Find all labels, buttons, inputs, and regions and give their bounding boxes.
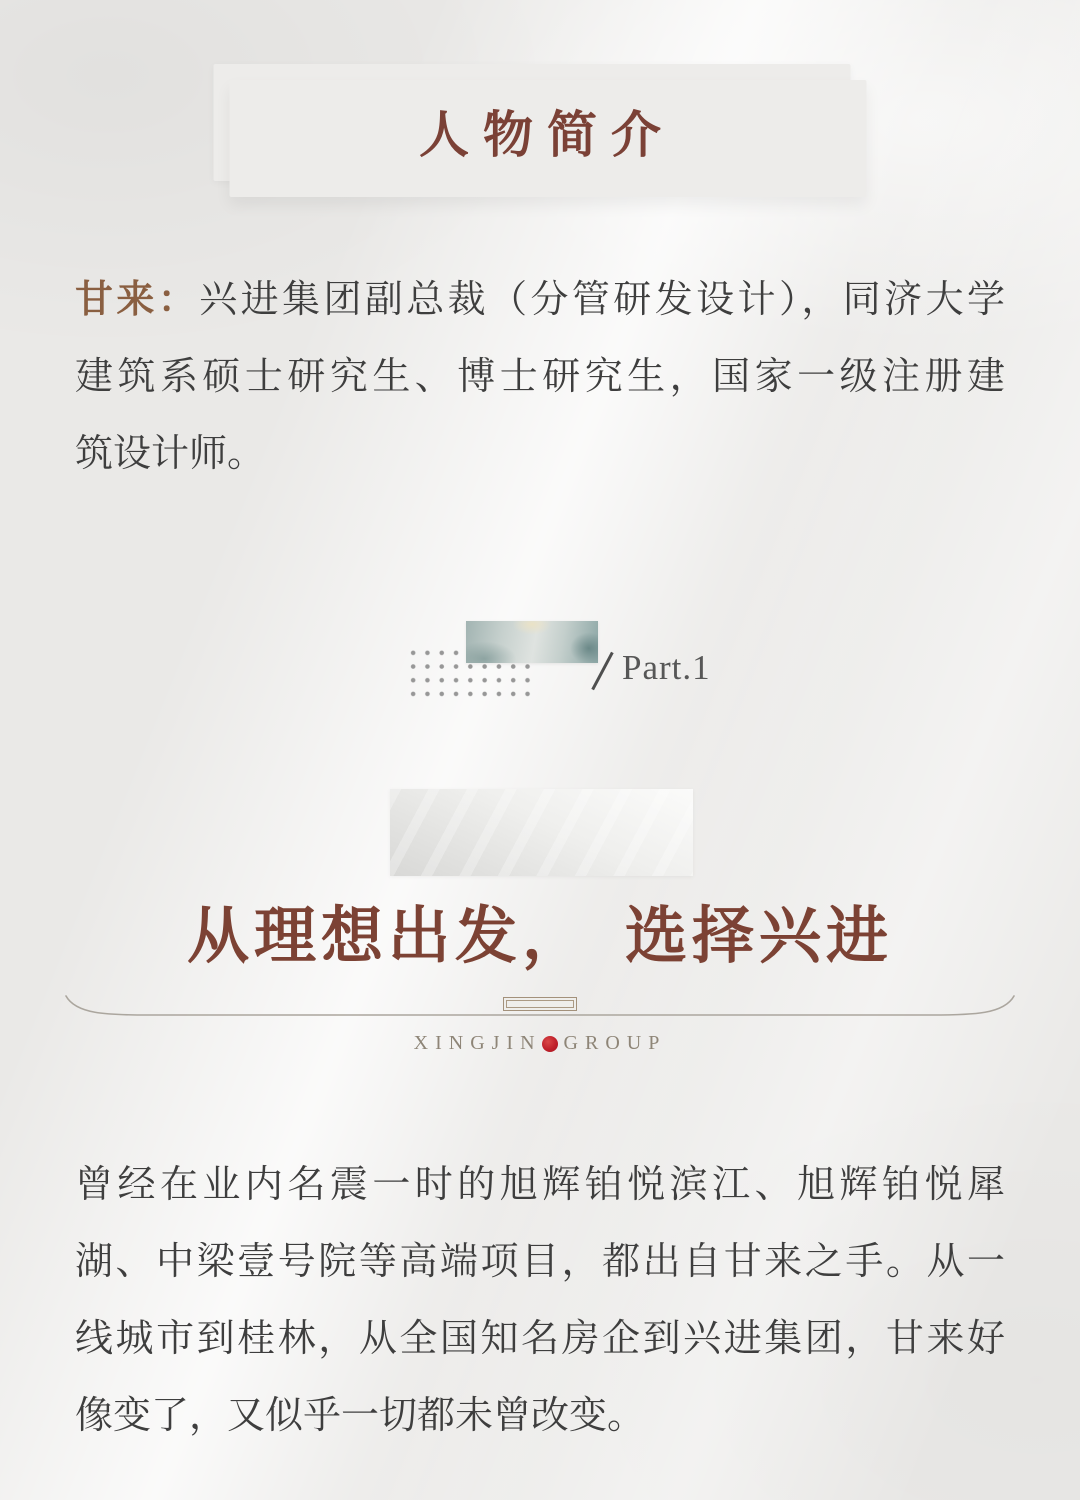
marble-texture-image	[466, 621, 598, 663]
intro-paragraph	[75, 262, 1005, 493]
story-line: 曾经在业内名震一时的旭辉铂悦滨江、旭辉铂悦犀	[75, 1164, 1005, 1206]
brand-dot-icon	[542, 1036, 558, 1052]
story-line: 湖、中梁壹号院等高端项目，都出自甘来之手。从一	[75, 1241, 1005, 1283]
intro-line: 筑设计师。	[75, 433, 266, 475]
divider-ornament-inner	[506, 1000, 574, 1008]
gradient-image	[390, 789, 693, 876]
story-paragraph	[75, 1147, 1005, 1455]
brand-logo	[0, 1032, 1080, 1055]
section-heading: 从理想出发， 选择兴进	[186, 903, 893, 971]
brand-text-left: XINGJIN	[413, 1032, 542, 1054]
divider-ornament	[503, 997, 577, 1011]
badge-title: 人物简介	[419, 106, 675, 163]
profile-badge	[214, 64, 867, 197]
part-label: Part.1	[622, 648, 711, 687]
story-line: 线城市到桂林，从全国知名房企到兴进集团，甘来好	[75, 1318, 1005, 1360]
intro-line-text: 兴进集团副总裁（分管研发设计），同济大学	[199, 279, 1005, 321]
brand-text-right: GROUP	[563, 1032, 667, 1054]
intro-lead: 甘来：	[75, 279, 200, 321]
intro-line	[75, 262, 1005, 339]
story-line: 像变了，又似乎一切都未曾改变。	[75, 1395, 646, 1437]
intro-line: 建筑系硕士研究生、博士研究生，国家一级注册建	[75, 356, 1005, 398]
